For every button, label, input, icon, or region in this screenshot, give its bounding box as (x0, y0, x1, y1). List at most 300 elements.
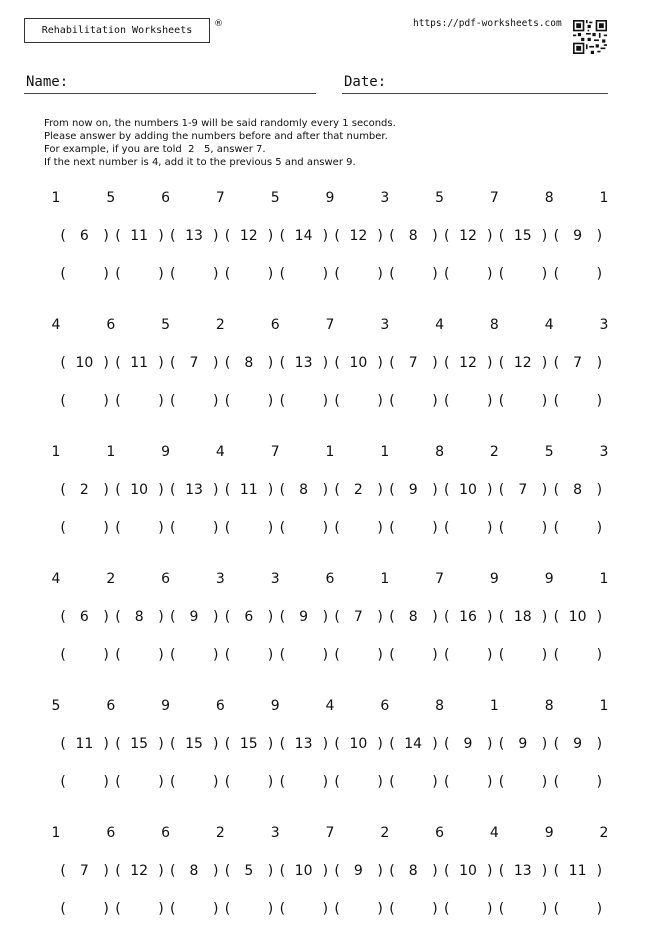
instruction-line: If the next number is 4, add it to the previous 5 and answer 9. (44, 157, 356, 168)
answer-blank[interactable] (448, 901, 488, 917)
open-paren: ( (115, 774, 121, 790)
answer-blank[interactable] (503, 393, 543, 409)
open-paren: ( (170, 774, 176, 790)
spoken-number: 9 (544, 571, 554, 587)
answer-blank[interactable] (174, 266, 214, 282)
answer-blank[interactable] (338, 901, 378, 917)
close-paren: ) (103, 774, 109, 790)
close-paren: ) (103, 863, 109, 879)
open-paren: ( (498, 901, 505, 917)
close-paren: ) (103, 901, 109, 917)
answer-blank[interactable] (174, 520, 214, 536)
answer-blank[interactable] (503, 520, 543, 536)
answer-value: 11 (130, 228, 149, 244)
answer-blank[interactable] (448, 647, 488, 663)
close-paren: ) (322, 901, 329, 917)
close-paren: ) (432, 863, 438, 879)
answer-value: 10 (349, 355, 368, 371)
open-paren: ( (389, 228, 395, 244)
answer-blank[interactable] (338, 393, 378, 409)
answer-value: 6 (244, 609, 254, 625)
close-paren: ) (541, 901, 548, 917)
answer-blank[interactable] (174, 901, 214, 917)
close-paren: ) (377, 736, 383, 752)
instruction-line: Please answer by adding the numbers before and after that number. (44, 131, 388, 142)
spoken-number: 9 (325, 190, 335, 206)
answer-blank[interactable] (558, 520, 598, 536)
close-paren: ) (213, 609, 219, 625)
answer-blank[interactable] (448, 393, 488, 409)
spoken-number: 9 (161, 698, 171, 714)
open-paren: ( (389, 393, 395, 409)
answer-blank[interactable] (64, 901, 104, 917)
answer-value: 9 (189, 609, 199, 625)
open-paren: ( (170, 355, 176, 371)
answer-blank[interactable] (229, 266, 269, 282)
open-paren: ( (444, 901, 450, 917)
spoken-number: 4 (325, 698, 335, 714)
open-paren: ( (553, 266, 560, 282)
close-paren: ) (596, 355, 603, 371)
close-paren: ) (103, 228, 109, 244)
open-paren: ( (115, 647, 121, 663)
close-paren: ) (322, 393, 329, 409)
close-paren: ) (213, 482, 219, 498)
close-paren: ) (213, 901, 219, 917)
spoken-number: 1 (599, 698, 609, 714)
close-paren: ) (487, 647, 493, 663)
answer-value: 9 (353, 863, 363, 879)
answer-blank[interactable] (229, 520, 269, 536)
open-paren: ( (60, 482, 66, 498)
site-url[interactable]: https://pdf-worksheets.com (413, 18, 562, 29)
open-paren: ( (224, 355, 231, 371)
answer-value: 6 (79, 609, 89, 625)
open-paren: ( (553, 355, 560, 371)
open-paren: ( (279, 609, 286, 625)
instruction-line: From now on, the numbers 1-9 will be said randomly every 1 seconds. (44, 118, 396, 129)
spoken-number: 4 (544, 317, 554, 333)
spoken-number: 8 (544, 698, 554, 714)
spoken-number: 5 (161, 317, 171, 333)
close-paren: ) (158, 901, 164, 917)
close-paren: ) (487, 736, 493, 752)
open-paren: ( (60, 355, 66, 371)
close-paren: ) (158, 228, 164, 244)
answer-blank[interactable] (448, 520, 488, 536)
answer-value: 15 (185, 736, 203, 752)
answer-blank[interactable] (503, 774, 543, 790)
open-paren: ( (444, 482, 450, 498)
answer-value: 11 (568, 863, 587, 879)
close-paren: ) (596, 736, 603, 752)
answer-blank[interactable] (558, 774, 598, 790)
answer-blank[interactable] (393, 647, 433, 663)
spoken-number: 3 (380, 317, 390, 333)
open-paren: ( (224, 609, 231, 625)
open-paren: ( (224, 266, 231, 282)
spoken-number: 3 (599, 444, 609, 460)
answer-blank[interactable] (119, 901, 159, 917)
answer-value: 12 (459, 228, 477, 244)
answer-blank[interactable] (119, 520, 159, 536)
answer-blank[interactable] (229, 647, 269, 663)
open-paren: ( (498, 393, 505, 409)
open-paren: ( (60, 901, 66, 917)
close-paren: ) (103, 609, 109, 625)
close-paren: ) (158, 774, 164, 790)
open-paren: ( (60, 774, 66, 790)
close-paren: ) (596, 647, 603, 663)
answer-blank[interactable] (284, 774, 324, 790)
answer-value: 15 (513, 228, 532, 244)
spoken-number: 8 (489, 317, 499, 333)
spoken-number: 6 (161, 571, 171, 587)
answer-blank[interactable] (393, 266, 433, 282)
answer-blank[interactable] (503, 647, 543, 663)
close-paren: ) (596, 609, 603, 625)
spoken-number: 8 (435, 698, 445, 714)
answer-value: 11 (239, 482, 258, 498)
worksheet-title: Rehabilitation Worksheets (24, 18, 210, 43)
answer-blank[interactable] (338, 520, 378, 536)
close-paren: ) (322, 774, 329, 790)
close-paren: ) (432, 520, 438, 536)
close-paren: ) (158, 863, 164, 879)
answer-blank[interactable] (558, 647, 598, 663)
answer-value: 7 (353, 609, 363, 625)
close-paren: ) (377, 774, 383, 790)
spoken-number: 7 (325, 825, 335, 841)
open-paren: ( (389, 520, 395, 536)
answer-value: 14 (404, 736, 423, 752)
close-paren: ) (541, 393, 548, 409)
answer-blank[interactable] (448, 266, 488, 282)
answer-value: 15 (130, 736, 149, 752)
answer-blank[interactable] (174, 774, 214, 790)
answer-value: 9 (518, 736, 528, 752)
open-paren: ( (60, 393, 66, 409)
close-paren: ) (213, 774, 219, 790)
close-paren: ) (432, 901, 438, 917)
close-paren: ) (213, 266, 219, 282)
answer-blank[interactable] (284, 393, 324, 409)
spoken-number: 1 (489, 698, 499, 714)
answer-value: 8 (573, 482, 583, 498)
answer-blank[interactable] (558, 393, 598, 409)
close-paren: ) (487, 901, 493, 917)
open-paren: ( (444, 863, 450, 879)
open-paren: ( (115, 482, 121, 498)
answer-blank[interactable] (448, 774, 488, 790)
answer-value: 18 (513, 609, 532, 625)
close-paren: ) (541, 863, 548, 879)
spoken-number: 3 (599, 317, 609, 333)
spoken-number: 8 (544, 190, 554, 206)
open-paren: ( (60, 609, 66, 625)
answer-blank[interactable] (284, 520, 324, 536)
answer-blank[interactable] (64, 266, 104, 282)
answer-value: 2 (353, 482, 363, 498)
open-paren: ( (279, 901, 286, 917)
answer-value: 8 (408, 228, 418, 244)
open-paren: ( (115, 393, 121, 409)
spoken-number: 2 (489, 444, 499, 460)
close-paren: ) (322, 647, 329, 663)
close-paren: ) (267, 482, 274, 498)
answer-blank[interactable] (174, 393, 214, 409)
open-paren: ( (115, 228, 121, 244)
open-paren: ( (334, 863, 340, 879)
answer-blank[interactable] (284, 901, 324, 917)
answer-blank[interactable] (393, 901, 433, 917)
answer-value: 10 (294, 863, 313, 879)
open-paren: ( (444, 266, 450, 282)
close-paren: ) (103, 482, 109, 498)
close-paren: ) (158, 736, 164, 752)
close-paren: ) (267, 609, 274, 625)
spoken-number: 9 (544, 825, 554, 841)
close-paren: ) (541, 228, 548, 244)
answer-value: 5 (244, 863, 254, 879)
answer-value: 7 (79, 863, 89, 879)
open-paren: ( (553, 520, 560, 536)
open-paren: ( (60, 520, 66, 536)
spoken-number: 5 (435, 190, 445, 206)
close-paren: ) (322, 482, 329, 498)
spoken-number: 6 (106, 698, 116, 714)
open-paren: ( (334, 609, 340, 625)
spoken-number: 1 (599, 571, 609, 587)
open-paren: ( (553, 228, 560, 244)
open-paren: ( (553, 647, 560, 663)
open-paren: ( (389, 774, 395, 790)
close-paren: ) (322, 266, 329, 282)
spoken-number: 6 (325, 571, 335, 587)
spoken-number: 6 (435, 825, 445, 841)
open-paren: ( (334, 393, 340, 409)
close-paren: ) (541, 520, 548, 536)
close-paren: ) (377, 863, 383, 879)
spoken-number: 3 (270, 825, 280, 841)
answer-blank[interactable] (64, 393, 104, 409)
answer-blank[interactable] (64, 520, 104, 536)
spoken-number: 2 (380, 825, 390, 841)
close-paren: ) (541, 609, 548, 625)
open-paren: ( (334, 228, 340, 244)
spoken-number: 7 (489, 190, 499, 206)
close-paren: ) (377, 901, 383, 917)
spoken-number: 9 (489, 571, 499, 587)
close-paren: ) (267, 266, 274, 282)
open-paren: ( (498, 863, 505, 879)
close-paren: ) (432, 228, 438, 244)
open-paren: ( (60, 647, 66, 663)
answer-value: 10 (568, 609, 587, 625)
instruction-line: For example, if you are told 2 5, answer 7. (44, 144, 266, 155)
spoken-number: 2 (215, 317, 225, 333)
answer-blank[interactable] (119, 266, 159, 282)
close-paren: ) (103, 736, 109, 752)
answer-value: 7 (408, 355, 418, 371)
spoken-number: 7 (270, 444, 280, 460)
answer-blank[interactable] (119, 774, 159, 790)
answer-value: 8 (299, 482, 309, 498)
close-paren: ) (541, 736, 548, 752)
close-paren: ) (487, 355, 493, 371)
close-paren: ) (487, 266, 493, 282)
answer-value: 9 (299, 609, 309, 625)
close-paren: ) (213, 393, 219, 409)
answer-blank[interactable] (503, 266, 543, 282)
open-paren: ( (279, 482, 286, 498)
answer-blank[interactable] (229, 393, 269, 409)
open-paren: ( (115, 266, 121, 282)
answer-blank[interactable] (64, 647, 104, 663)
open-paren: ( (224, 647, 231, 663)
close-paren: ) (596, 901, 603, 917)
answer-value: 8 (244, 355, 254, 371)
answer-blank[interactable] (503, 901, 543, 917)
spoken-number: 4 (51, 317, 61, 333)
open-paren: ( (553, 609, 560, 625)
open-paren: ( (170, 609, 176, 625)
open-paren: ( (444, 355, 450, 371)
spoken-number: 1 (51, 825, 61, 841)
registered-mark: ® (214, 19, 223, 29)
open-paren: ( (498, 520, 505, 536)
close-paren: ) (541, 647, 548, 663)
answer-blank[interactable] (338, 266, 378, 282)
close-paren: ) (487, 863, 493, 879)
close-paren: ) (267, 736, 274, 752)
open-paren: ( (115, 901, 121, 917)
answer-blank[interactable] (393, 393, 433, 409)
answer-blank[interactable] (558, 266, 598, 282)
open-paren: ( (389, 863, 395, 879)
answer-blank[interactable] (558, 901, 598, 917)
spoken-number: 3 (380, 190, 390, 206)
open-paren: ( (334, 355, 340, 371)
open-paren: ( (170, 863, 176, 879)
open-paren: ( (553, 736, 560, 752)
open-paren: ( (498, 228, 505, 244)
open-paren: ( (498, 647, 505, 663)
answer-blank[interactable] (338, 774, 378, 790)
answer-value: 10 (349, 736, 368, 752)
open-paren: ( (60, 266, 66, 282)
open-paren: ( (334, 520, 340, 536)
answer-blank[interactable] (338, 647, 378, 663)
answer-blank[interactable] (229, 774, 269, 790)
open-paren: ( (334, 647, 340, 663)
close-paren: ) (432, 355, 438, 371)
open-paren: ( (553, 863, 560, 879)
answer-blank[interactable] (64, 774, 104, 790)
close-paren: ) (267, 901, 274, 917)
open-paren: ( (224, 520, 231, 536)
spoken-number: 2 (599, 825, 609, 841)
close-paren: ) (158, 266, 164, 282)
close-paren: ) (596, 228, 603, 244)
open-paren: ( (498, 609, 505, 625)
open-paren: ( (224, 901, 231, 917)
open-paren: ( (224, 228, 231, 244)
answer-blank[interactable] (119, 393, 159, 409)
close-paren: ) (158, 393, 164, 409)
spoken-number: 9 (161, 444, 171, 460)
open-paren: ( (334, 901, 340, 917)
close-paren: ) (596, 482, 603, 498)
answer-blank[interactable] (284, 647, 324, 663)
answer-value: 13 (513, 863, 532, 879)
close-paren: ) (213, 228, 219, 244)
spoken-number: 6 (380, 698, 390, 714)
spoken-number: 5 (106, 190, 116, 206)
open-paren: ( (170, 647, 176, 663)
open-paren: ( (444, 774, 450, 790)
answer-value: 10 (459, 482, 477, 498)
close-paren: ) (541, 482, 548, 498)
answer-value: 13 (294, 355, 313, 371)
open-paren: ( (115, 520, 121, 536)
close-paren: ) (158, 355, 164, 371)
spoken-number: 1 (380, 444, 390, 460)
close-paren: ) (103, 393, 109, 409)
close-paren: ) (322, 355, 329, 371)
answer-value: 9 (573, 228, 583, 244)
close-paren: ) (377, 228, 383, 244)
answer-value: 8 (134, 609, 144, 625)
close-paren: ) (267, 393, 274, 409)
open-paren: ( (498, 774, 505, 790)
answer-value: 16 (459, 609, 477, 625)
close-paren: ) (432, 774, 438, 790)
close-paren: ) (541, 355, 548, 371)
name-label: Name: (26, 74, 69, 90)
close-paren: ) (377, 647, 383, 663)
answer-blank[interactable] (393, 774, 433, 790)
spoken-number: 7 (325, 317, 335, 333)
open-paren: ( (279, 647, 286, 663)
open-paren: ( (334, 482, 340, 498)
answer-blank[interactable] (393, 520, 433, 536)
close-paren: ) (596, 520, 603, 536)
spoken-number: 1 (51, 190, 61, 206)
open-paren: ( (279, 863, 286, 879)
answer-value: 12 (349, 228, 368, 244)
answer-value: 6 (79, 228, 89, 244)
spoken-number: 6 (106, 317, 116, 333)
spoken-number: 3 (270, 571, 280, 587)
open-paren: ( (279, 228, 286, 244)
close-paren: ) (487, 393, 493, 409)
open-paren: ( (279, 266, 286, 282)
open-paren: ( (170, 482, 176, 498)
answer-blank[interactable] (119, 647, 159, 663)
answer-blank[interactable] (229, 901, 269, 917)
answer-value: 13 (294, 736, 313, 752)
close-paren: ) (267, 520, 274, 536)
answer-blank[interactable] (284, 266, 324, 282)
spoken-number: 9 (270, 698, 280, 714)
close-paren: ) (103, 647, 109, 663)
close-paren: ) (596, 863, 603, 879)
answer-blank[interactable] (174, 647, 214, 663)
close-paren: ) (377, 393, 383, 409)
close-paren: ) (487, 482, 493, 498)
close-paren: ) (487, 609, 493, 625)
